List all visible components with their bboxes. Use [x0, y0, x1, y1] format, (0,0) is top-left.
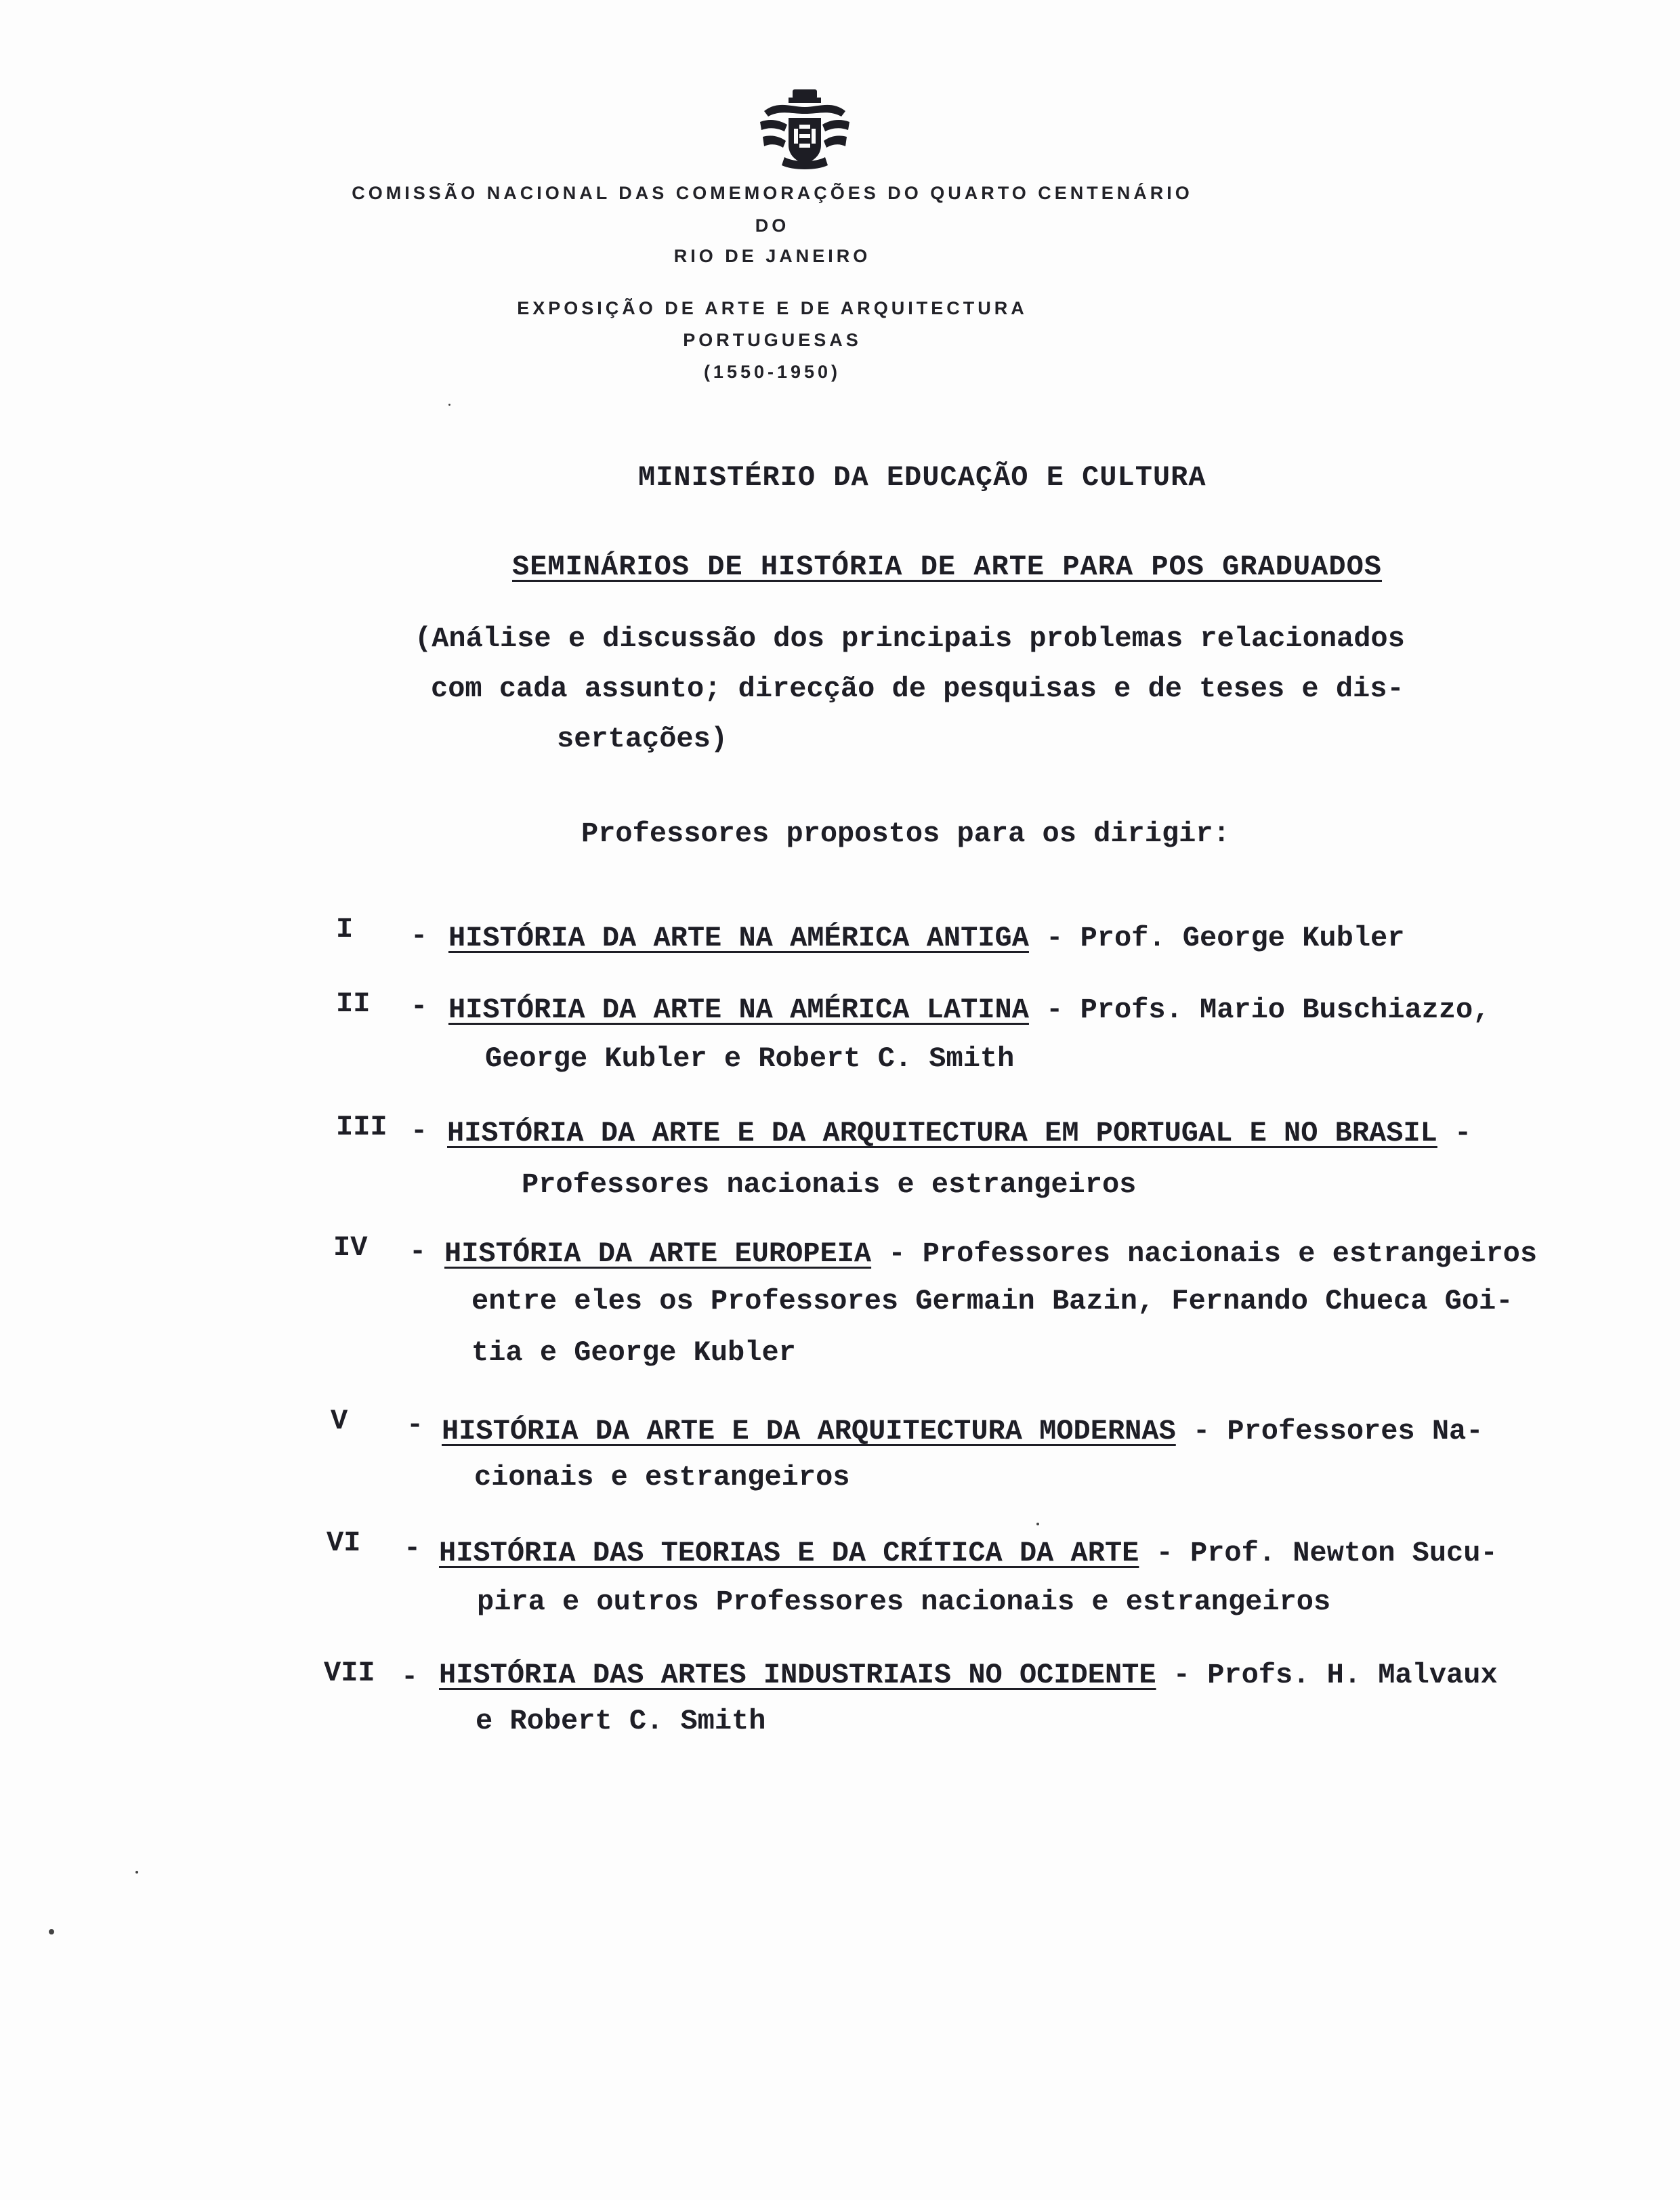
seminar-professors: - Prof. Newton Sucu-	[1139, 1537, 1498, 1569]
letterhead-do: DO	[755, 215, 790, 236]
seminar-dash: -	[406, 1409, 424, 1441]
description-line-3: sertações)	[557, 723, 728, 755]
seminar-professors: -	[1437, 1117, 1472, 1149]
seminar-dash: -	[411, 920, 428, 952]
seminar-dash: -	[409, 1235, 427, 1268]
ministry-heading: MINISTÉRIO DA EDUCAÇÃO E CULTURA	[638, 461, 1206, 494]
seminar-subject: HISTÓRIA DA ARTE EUROPEIA	[444, 1238, 872, 1270]
letterhead-commission: COMISSÃO NACIONAL DAS COMEMORAÇÕES DO QUARTO CENTENÁRIO	[352, 183, 1193, 203]
scan-speck	[1036, 1523, 1039, 1525]
seminar-line-1	[447, 1119, 1471, 1147]
seminar-title: SEMINÁRIOS DE HISTÓRIA DE ARTE PARA POS GRADUADOS	[512, 551, 1383, 583]
seminar-professors: - Profs. H. Malvaux	[1156, 1659, 1498, 1691]
seminar-professors: - Professores nacionais e estrangeiros	[871, 1238, 1538, 1270]
seminar-subject: HISTÓRIA DA ARTE E DA ARQUITECTURA MODERNAS	[442, 1415, 1176, 1447]
letterhead-exhibition: EXPOSIÇÃO DE ARTE E DE ARQUITECTURA	[517, 298, 1028, 318]
seminar-numeral: VI	[327, 1527, 361, 1559]
seminar-continuation: cionais e estrangeiros	[474, 1461, 850, 1494]
seminar-line-1	[439, 1539, 1498, 1567]
seminar-subject: HISTÓRIA DA ARTE NA AMÉRICA LATINA	[448, 994, 1029, 1026]
seminar-line-1	[442, 1417, 1483, 1445]
seminar-professors: - Profs. Mario Buschiazzo,	[1028, 994, 1490, 1026]
seminar-dash: -	[401, 1661, 419, 1693]
letterhead-city: RIO DE JANEIRO	[673, 246, 871, 266]
seminar-dash: -	[411, 990, 428, 1023]
seminar-numeral: VII	[324, 1657, 375, 1689]
description-line-2: com cada assunto; direcção de pesquisas e de teses e dis-	[431, 673, 1404, 705]
scan-speck	[49, 1929, 54, 1934]
seminar-continuation: entre eles os Professores Germain Bazin, Fernando Chueca Goi-	[471, 1285, 1513, 1317]
seminar-subject: HISTÓRIA DAS ARTES INDUSTRIAIS NO OCIDENTE	[439, 1659, 1156, 1691]
letterhead-years: (1550-1950)	[703, 362, 841, 382]
seminar-continuation: Professores nacionais e estrangeiros	[522, 1168, 1137, 1201]
seminar-dash: -	[411, 1115, 428, 1147]
seminar-numeral: III	[336, 1111, 387, 1143]
seminar-subject: HISTÓRIA DA ARTE E DA ARQUITECTURA EM PORTUGAL E NO BRASIL	[447, 1117, 1437, 1149]
scan-speck	[135, 1871, 138, 1874]
coat-of-arms-emblem	[757, 87, 852, 175]
seminar-subject: HISTÓRIA DAS TEORIAS E DA CRÍTICA DA ARTE	[439, 1537, 1139, 1569]
seminar-continuation: George Kubler e Robert C. Smith	[485, 1042, 1015, 1075]
seminar-professors: - Prof. George Kubler	[1028, 922, 1405, 954]
scan-speck	[448, 404, 450, 406]
seminar-subject: HISTÓRIA DA ARTE NA AMÉRICA ANTIGA	[448, 922, 1029, 954]
proposal-heading: Professores propostos para os dirigir:	[581, 818, 1230, 850]
seminar-line-1	[448, 996, 1490, 1024]
seminar-continuation: e Robert C. Smith	[476, 1705, 766, 1737]
seminar-continuation: pira e outros Professores nacionais e estrangeiros	[477, 1586, 1331, 1618]
seminar-continuation: tia e George Kubler	[471, 1336, 796, 1369]
seminar-dash: -	[404, 1532, 421, 1565]
seminar-numeral: I	[336, 913, 354, 946]
seminar-numeral: IV	[333, 1231, 368, 1264]
description-line-1: (Análise e discussão dos principais problemas relacionados	[415, 622, 1405, 655]
seminar-numeral: II	[336, 988, 371, 1020]
letterhead-portuguesas: PORTUGUESAS	[683, 330, 862, 350]
seminar-numeral: V	[331, 1405, 348, 1437]
seminar-professors: - Professores Na-	[1175, 1415, 1484, 1447]
seminar-line-1	[448, 924, 1404, 952]
seminar-line-1	[444, 1240, 1537, 1268]
seminar-line-1	[439, 1661, 1498, 1689]
